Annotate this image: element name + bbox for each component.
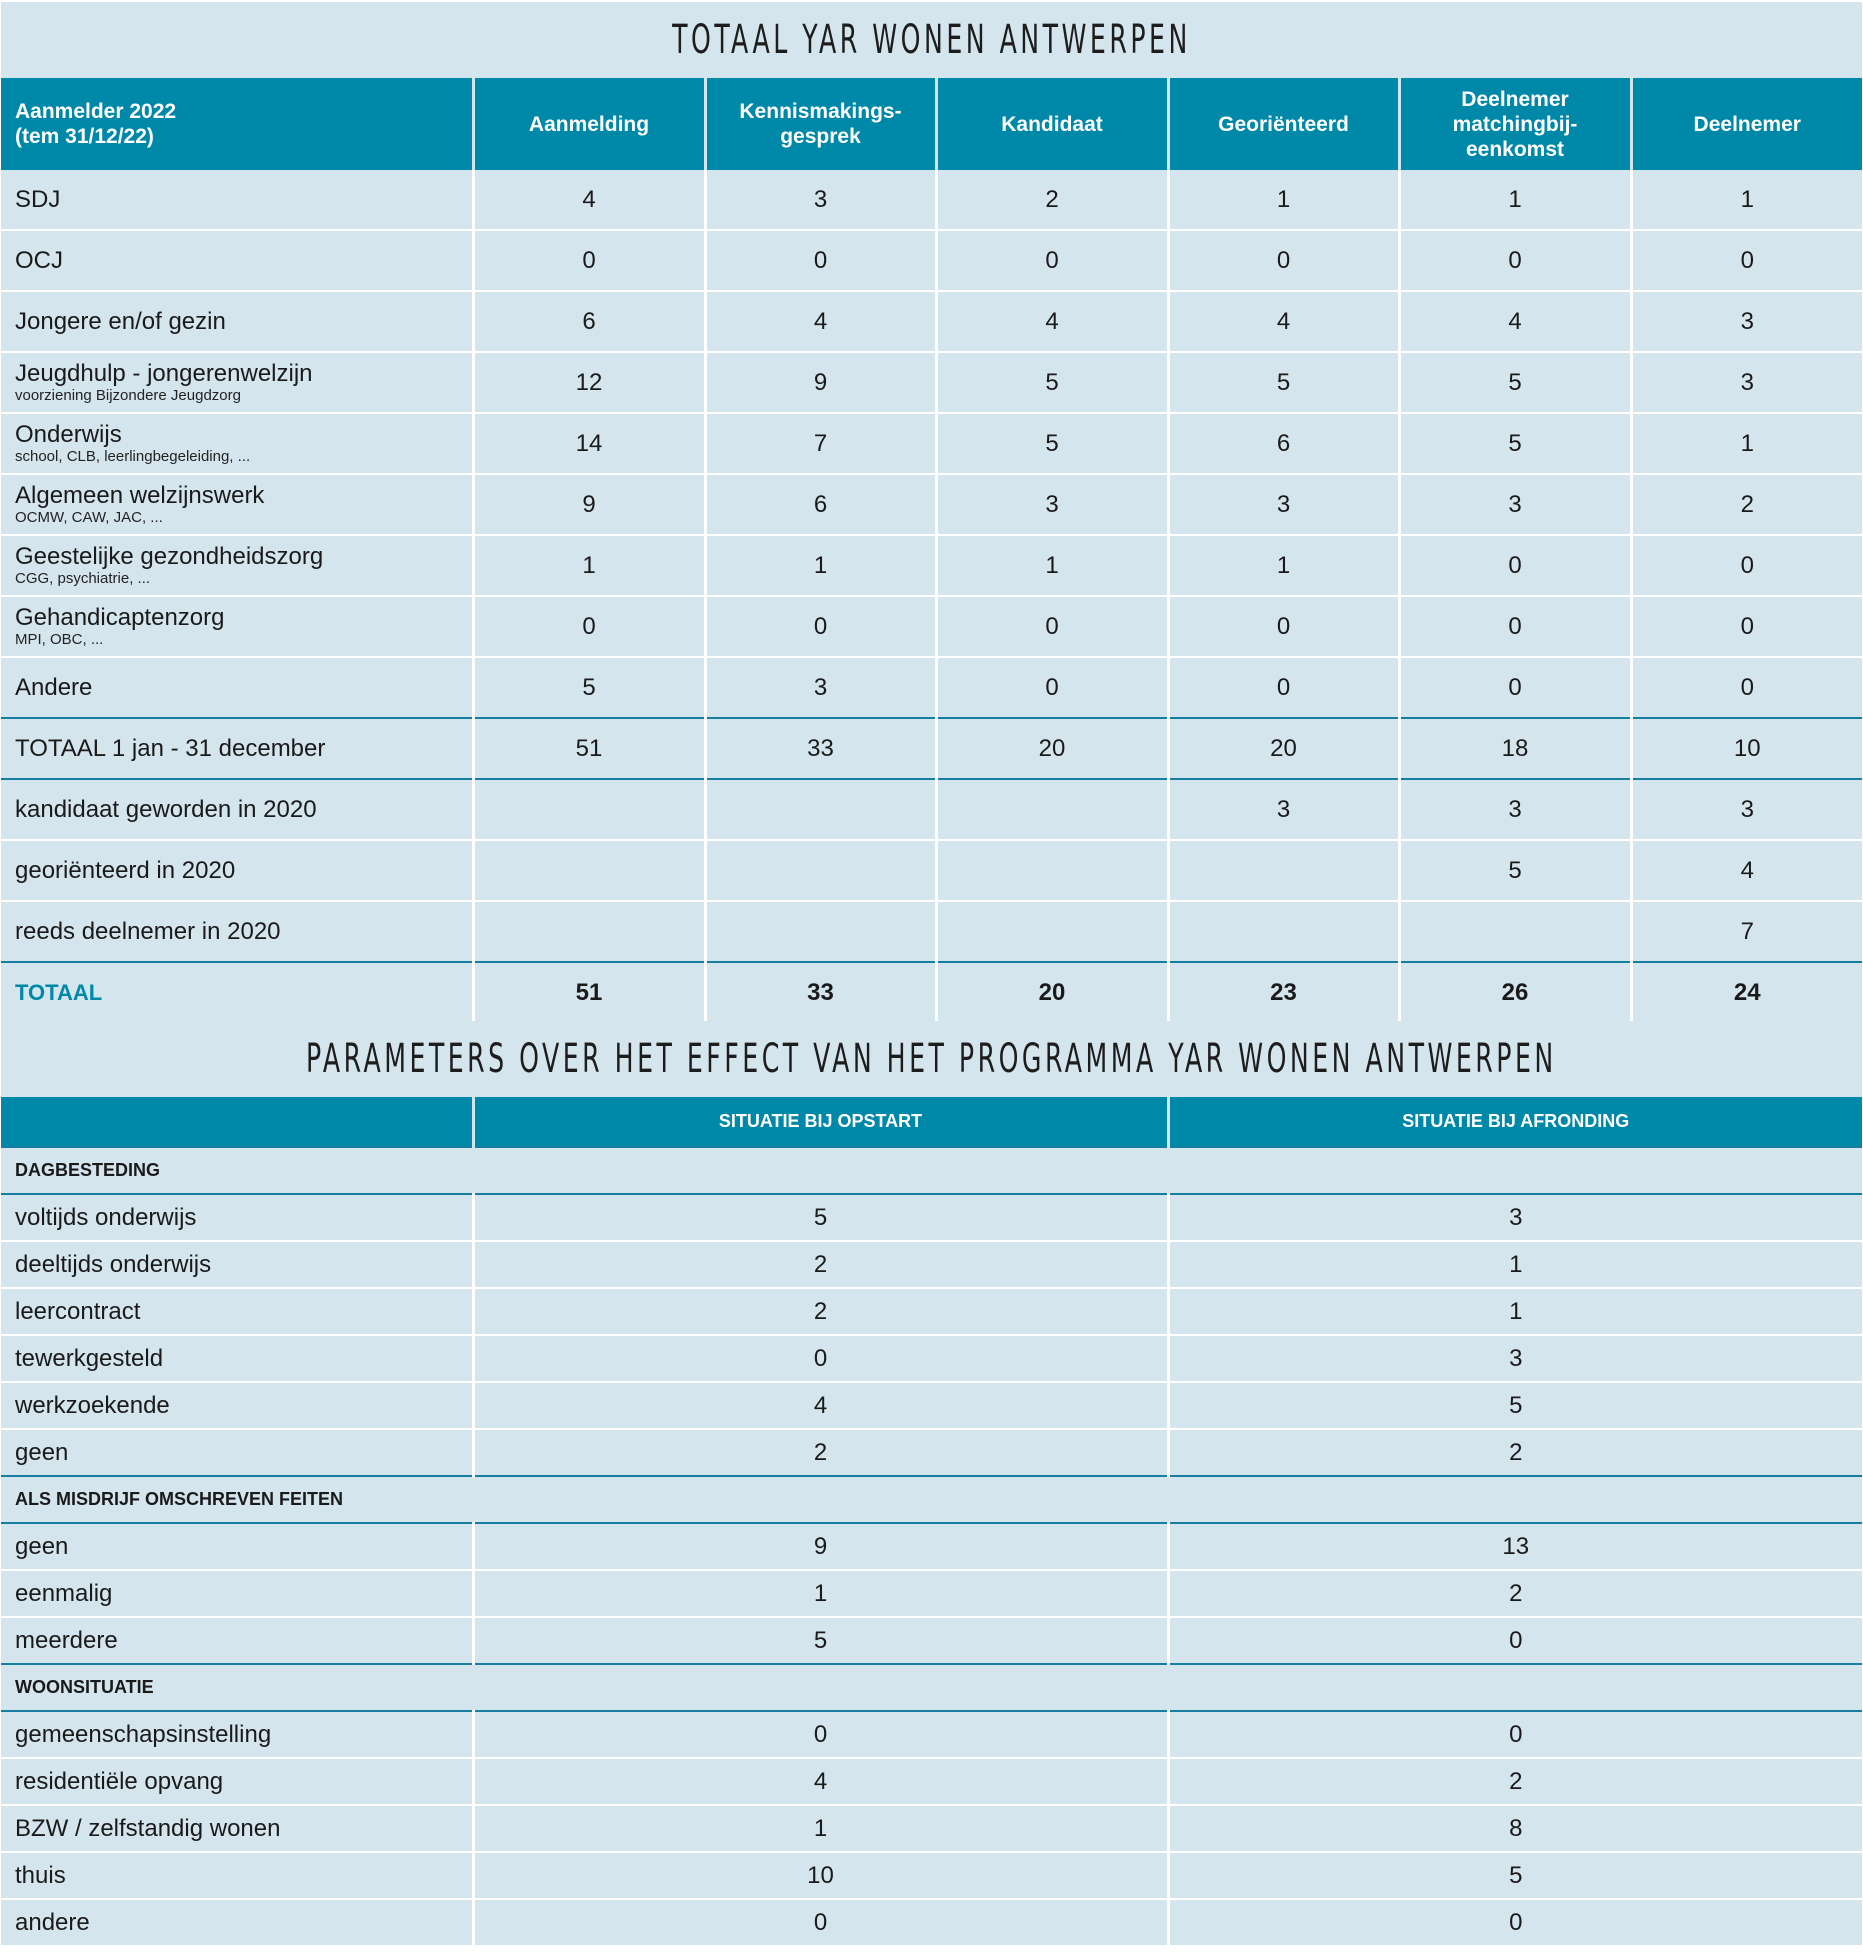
value-cell (1399, 901, 1631, 962)
table1-header-row (1, 78, 1862, 170)
value-cell (705, 779, 936, 840)
value-cell: 51 (473, 718, 705, 779)
value-cell: 1 (1631, 170, 1862, 230)
row-label: OCJ (15, 246, 63, 274)
table-row (1, 1288, 1862, 1335)
table-row (1, 718, 1862, 779)
value-cell: 4 (473, 1382, 1168, 1429)
row-label-cell (1, 535, 473, 596)
row-label: SDJ (15, 185, 61, 213)
value-cell: 0 (1631, 657, 1862, 718)
value-cell: 8 (1168, 1805, 1862, 1852)
table2-title-band (1, 1021, 1862, 1097)
value-cell: 5 (1168, 1382, 1862, 1429)
table-row (1, 474, 1862, 535)
value-cell: 1 (1168, 1241, 1862, 1288)
row-label-cell (1, 291, 473, 352)
value-cell: 0 (705, 230, 936, 291)
effect-parameters-table (1, 1097, 1862, 1945)
row-label: BZW / zelfstandig wonen (1, 1805, 473, 1852)
value-cell: 1 (1168, 1288, 1862, 1335)
value-cell: 5 (1399, 840, 1631, 901)
header-aanmelder-line1: Aanmelder 2022 (15, 100, 177, 123)
value-cell: 2 (1631, 474, 1862, 535)
value-cell: 5 (1168, 352, 1399, 413)
section-row (1, 1476, 1862, 1523)
row-label-cell (1, 413, 473, 474)
value-cell: 9 (705, 352, 936, 413)
row-label: kandidaat geworden in 2020 (15, 795, 317, 823)
header-empty (1, 1097, 473, 1147)
header-situatie-opstart: SITUATIE BIJ OPSTART (473, 1097, 1168, 1147)
table-row (1, 413, 1862, 474)
value-cell: 12 (473, 352, 705, 413)
row-sublabel: MPI, OBC, ... (15, 631, 104, 648)
value-cell: 5 (936, 352, 1168, 413)
value-cell: 13 (1168, 1523, 1862, 1570)
value-cell: 3 (1168, 1194, 1862, 1241)
value-cell: 0 (1631, 535, 1862, 596)
value-cell: 5 (473, 1617, 1168, 1664)
value-cell: 4 (473, 170, 705, 230)
table-row (1, 901, 1862, 962)
table-row (1, 291, 1862, 352)
table-row (1, 1241, 1862, 1288)
row-label: leercontract (1, 1288, 473, 1335)
value-cell: 5 (473, 657, 705, 718)
value-cell: 1 (705, 535, 936, 596)
value-cell: 0 (1399, 230, 1631, 291)
header-aanmelder (1, 78, 473, 170)
row-label: voltijds onderwijs (1, 1194, 473, 1241)
table-row (1, 1523, 1862, 1570)
value-cell: 9 (473, 1523, 1168, 1570)
total-value-cell: 24 (1631, 962, 1862, 1022)
value-cell: 0 (1168, 1899, 1862, 1945)
row-label-cell (1, 230, 473, 291)
value-cell: 4 (1631, 840, 1862, 901)
value-cell: 0 (1168, 1711, 1862, 1758)
value-cell: 3 (705, 170, 936, 230)
row-label: geen (1, 1429, 473, 1476)
value-cell: 6 (1168, 413, 1399, 474)
value-cell: 7 (1631, 901, 1862, 962)
table1-title-band (1, 2, 1862, 78)
value-cell: 0 (1168, 1617, 1862, 1664)
value-cell: 0 (705, 596, 936, 657)
value-cell: 4 (1168, 291, 1399, 352)
table-row (1, 840, 1862, 901)
row-label-cell (1, 779, 473, 840)
value-cell: 3 (1168, 474, 1399, 535)
value-cell: 3 (1631, 779, 1862, 840)
value-cell: 20 (1168, 718, 1399, 779)
total-value-cell: 26 (1399, 962, 1631, 1022)
table-row (1, 779, 1862, 840)
value-cell: 14 (473, 413, 705, 474)
value-cell: 7 (705, 413, 936, 474)
row-label: residentiële opvang (1, 1758, 473, 1805)
total-value-cell: 20 (936, 962, 1168, 1022)
header-situatie-afronding: SITUATIE BIJ AFRONDING (1168, 1097, 1862, 1147)
value-cell: 2 (1168, 1570, 1862, 1617)
row-label: andere (1, 1899, 473, 1945)
row-label-cell (1, 352, 473, 413)
row-label-cell (1, 596, 473, 657)
value-cell: 1 (473, 1805, 1168, 1852)
value-cell: 33 (705, 718, 936, 779)
row-label: Jongere en/of gezin (15, 307, 226, 335)
value-cell: 3 (705, 657, 936, 718)
header-deelnemer: Deelnemer (1631, 78, 1862, 170)
value-cell (936, 779, 1168, 840)
value-cell (936, 840, 1168, 901)
value-cell: 0 (1168, 596, 1399, 657)
row-label: Jeugdhulp - jongerenwelzijn (15, 360, 313, 387)
value-cell: 0 (1631, 596, 1862, 657)
header-aanmelder-line2: (tem 31/12/22) (15, 125, 154, 148)
total-row (1, 962, 1862, 1022)
table-row (1, 170, 1862, 230)
value-cell: 3 (936, 474, 1168, 535)
header-kennismakingsgesprek: Kennismakings-gesprek (705, 78, 936, 170)
row-label: tewerkgesteld (1, 1335, 473, 1382)
value-cell: 1 (1168, 535, 1399, 596)
value-cell: 3 (1399, 474, 1631, 535)
registration-table (1, 78, 1862, 1022)
value-cell: 0 (1168, 657, 1399, 718)
row-label: eenmalig (1, 1570, 473, 1617)
table-row (1, 1194, 1862, 1241)
value-cell: 1 (473, 535, 705, 596)
value-cell: 5 (1399, 413, 1631, 474)
value-cell: 10 (473, 1852, 1168, 1899)
table-row (1, 352, 1862, 413)
row-label-cell (1, 840, 473, 901)
value-cell: 0 (473, 230, 705, 291)
value-cell (473, 840, 705, 901)
row-label-cell (1, 657, 473, 718)
value-cell: 0 (473, 1711, 1168, 1758)
value-cell: 2 (473, 1241, 1168, 1288)
header-aanmelding: Aanmelding (473, 78, 705, 170)
value-cell: 5 (1168, 1852, 1862, 1899)
value-cell: 0 (1631, 230, 1862, 291)
value-cell: 1 (1631, 413, 1862, 474)
value-cell (1168, 840, 1399, 901)
value-cell: 0 (473, 596, 705, 657)
section-title: WOONSITUATIE (1, 1664, 1862, 1711)
value-cell: 0 (1168, 230, 1399, 291)
total-value-cell: 51 (473, 962, 705, 1022)
header-georienteerd: Georiënteerd (1168, 78, 1399, 170)
table-row (1, 1429, 1862, 1476)
value-cell (936, 901, 1168, 962)
value-cell: 2 (473, 1429, 1168, 1476)
value-cell: 1 (473, 1570, 1168, 1617)
value-cell: 0 (1399, 596, 1631, 657)
table-row (1, 1899, 1862, 1945)
table-row (1, 1852, 1862, 1899)
value-cell: 1 (1399, 170, 1631, 230)
row-sublabel: voorziening Bijzondere Jeugdzorg (15, 387, 241, 404)
table-row (1, 1711, 1862, 1758)
value-cell: 0 (936, 657, 1168, 718)
value-cell: 6 (705, 474, 936, 535)
value-cell: 4 (473, 1758, 1168, 1805)
table-row (1, 596, 1862, 657)
value-cell (1168, 901, 1399, 962)
value-cell: 5 (936, 413, 1168, 474)
row-label: deeltijds onderwijs (1, 1241, 473, 1288)
value-cell: 3 (1631, 291, 1862, 352)
row-label: gemeenschapsinstelling (1, 1711, 473, 1758)
value-cell: 3 (1631, 352, 1862, 413)
value-cell: 0 (936, 230, 1168, 291)
value-cell: 0 (473, 1899, 1168, 1945)
row-label: meerdere (1, 1617, 473, 1664)
table-row (1, 535, 1862, 596)
row-sublabel: school, CLB, leerlingbegeleiding, ... (15, 448, 251, 465)
value-cell (473, 779, 705, 840)
value-cell: 3 (1168, 779, 1399, 840)
section-title: ALS MISDRIJF OMSCHREVEN FEITEN (1, 1476, 1862, 1523)
row-label: Onderwijs (15, 421, 122, 448)
total-value-cell: 33 (705, 962, 936, 1022)
row-label: reeds deelnemer in 2020 (15, 917, 281, 945)
table-row (1, 1617, 1862, 1664)
section-row (1, 1664, 1862, 1711)
row-label-cell (1, 901, 473, 962)
table-row (1, 1758, 1862, 1805)
row-label: Gehandicaptenzorg (15, 604, 225, 631)
value-cell: 6 (473, 291, 705, 352)
value-cell: 5 (473, 1194, 1168, 1241)
value-cell: 10 (1631, 718, 1862, 779)
value-cell: 18 (1399, 718, 1631, 779)
value-cell: 3 (1399, 779, 1631, 840)
row-label: thuis (1, 1852, 473, 1899)
row-label: georiënteerd in 2020 (15, 856, 236, 884)
value-cell: 2 (936, 170, 1168, 230)
row-label: TOTAAL 1 jan - 31 december (15, 734, 326, 762)
table-row (1, 1335, 1862, 1382)
value-cell (473, 901, 705, 962)
table2-header-row (1, 1097, 1862, 1147)
value-cell: 1 (1168, 170, 1399, 230)
value-cell (705, 840, 936, 901)
row-label: werkzoekende (1, 1382, 473, 1429)
value-cell: 2 (473, 1288, 1168, 1335)
section-row (1, 1147, 1862, 1194)
row-label: Algemeen welzijnswerk (15, 482, 265, 509)
value-cell: 3 (1168, 1335, 1862, 1382)
value-cell: 0 (936, 596, 1168, 657)
value-cell: 5 (1399, 352, 1631, 413)
value-cell: 0 (473, 1335, 1168, 1382)
row-label: Andere (15, 673, 93, 701)
table-row (1, 657, 1862, 718)
value-cell: 4 (936, 291, 1168, 352)
table-row (1, 1570, 1862, 1617)
table-row (1, 1805, 1862, 1852)
value-cell: 4 (1399, 291, 1631, 352)
value-cell: 9 (473, 474, 705, 535)
value-cell: 0 (1399, 657, 1631, 718)
row-label: geen (1, 1523, 473, 1570)
row-sublabel: OCMW, CAW, JAC, ... (15, 509, 163, 526)
value-cell: 0 (1399, 535, 1631, 596)
row-label-cell (1, 474, 473, 535)
value-cell (705, 901, 936, 962)
value-cell: 2 (1168, 1758, 1862, 1805)
table1-title: TOTAAL YAR WONEN ANTWERPEN (672, 17, 1191, 63)
row-label-cell (1, 170, 473, 230)
header-kandidaat: Kandidaat (936, 78, 1168, 170)
value-cell: 20 (936, 718, 1168, 779)
table2-title: PARAMETERS OVER HET EFFECT VAN HET PROGRAMMA YAR WONEN ANTWERPEN (306, 1036, 1557, 1082)
value-cell: 2 (1168, 1429, 1862, 1476)
table-row (1, 1382, 1862, 1429)
value-cell: 4 (705, 291, 936, 352)
table-row (1, 230, 1862, 291)
section-title: DAGBESTEDING (1, 1147, 1862, 1194)
row-label-cell (1, 718, 473, 779)
total-label: TOTAAL (1, 962, 473, 1022)
header-deelnemer-matchingbijeenkomst: Deelnemer matchingbij-eenkomst (1399, 78, 1631, 170)
row-sublabel: CGG, psychiatrie, ... (15, 570, 151, 587)
value-cell: 1 (936, 535, 1168, 596)
row-label: Geestelijke gezondheidszorg (15, 543, 324, 570)
total-value-cell: 23 (1168, 962, 1399, 1022)
